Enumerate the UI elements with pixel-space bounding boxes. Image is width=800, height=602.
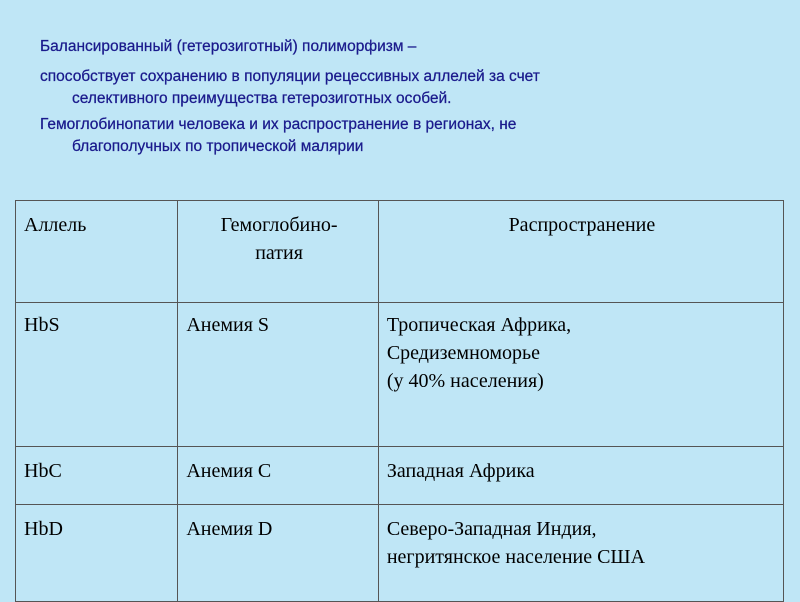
- cell-distribution-line: Северо-Западная Индия,: [386, 518, 597, 540]
- intro-paragraph-heterozygote: [40, 66, 760, 110]
- header-distribution: Распространение: [378, 201, 783, 303]
- cell-disease: Анемия C: [178, 447, 378, 505]
- cell-distribution-line: Тропическая Африка,: [386, 314, 572, 336]
- cell-distribution-line: негритянское население США: [386, 546, 646, 568]
- table-row: [16, 447, 784, 505]
- table-header-row: [16, 201, 784, 303]
- cell-allele: HbD: [16, 505, 178, 602]
- intro-paragraph-heterozygote-line1: способствует сохранению в популяции рецессивных аллелей за счет: [40, 68, 540, 85]
- table-row: [16, 505, 784, 602]
- intro-heading-text: Балансированный (гетерозиготный) полиморфизм –: [40, 38, 417, 55]
- hemoglobinopathy-table: [15, 200, 784, 602]
- header-hemoglobinopathy: [178, 201, 378, 303]
- header-hemoglobinopathy-line2: патия: [255, 242, 303, 264]
- cell-distribution-line: Западная Африка: [386, 460, 535, 482]
- cell-distribution-line: (у 40% населения): [386, 370, 544, 392]
- intro-text: [40, 36, 760, 158]
- intro-heading: [40, 36, 760, 58]
- cell-disease: Анемия D: [178, 505, 378, 602]
- cell-allele: HbC: [16, 447, 178, 505]
- cell-disease: Анемия S: [178, 303, 378, 447]
- cell-allele: HbS: [16, 303, 178, 447]
- intro-paragraph-heterozygote-line2: селективного преимущества гетерозиготных особей.: [72, 90, 452, 107]
- intro-paragraph-hemoglobinopathies: [40, 114, 760, 158]
- cell-distribution: [378, 447, 783, 505]
- header-hemoglobinopathy-line1: Гемоглобино-: [220, 214, 338, 236]
- intro-paragraph-hemoglobinopathies-line1: Гемоглобинопатии человека и их распространение в регионах, не: [40, 116, 517, 133]
- header-allele: Аллель: [16, 201, 178, 303]
- cell-distribution: [378, 505, 783, 602]
- cell-distribution-line: Средиземноморье: [386, 342, 541, 364]
- table-row: [16, 303, 784, 447]
- cell-distribution: [378, 303, 783, 447]
- intro-paragraph-hemoglobinopathies-line2: благополучных по тропической малярии: [72, 138, 364, 155]
